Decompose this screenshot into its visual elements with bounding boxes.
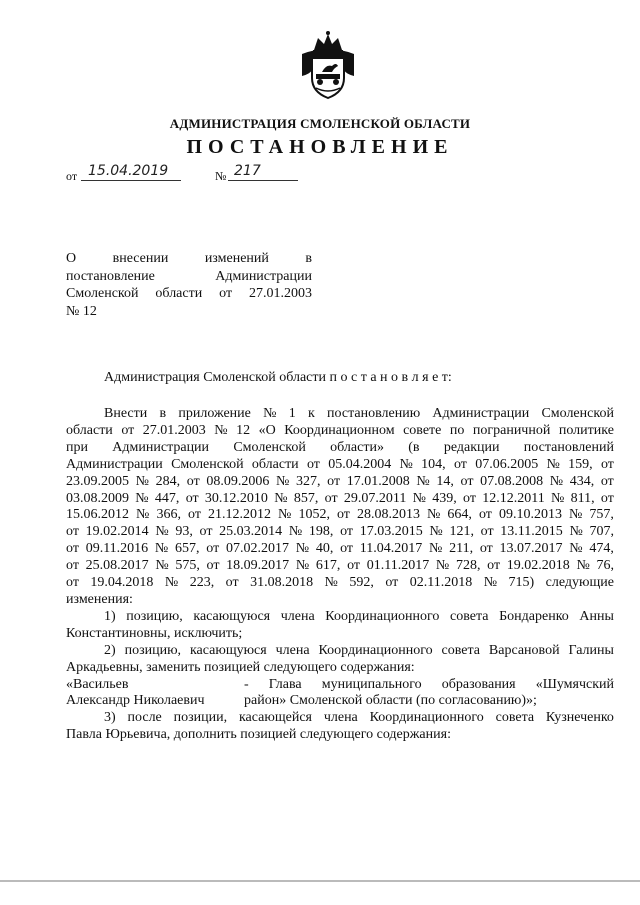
justified-line: 15.06.2012 № 366, от 21.12.2012 № 1052, от 28.08.2013 № 664, от 09.10.2013 № 757,: [66, 507, 614, 523]
item-2-line-1: 2) позицию, касающуюся члена Координационного совета Варсановой Галины: [104, 642, 614, 658]
position-role-line-1: - Глава муниципального образования «Шумячский: [244, 676, 614, 692]
justified-line: от 25.08.2017 № 575, от 18.09.2017 № 617, от 01.11.2017 № 728, от 19.02.2018 № 76,: [66, 558, 614, 574]
paragraph-main: [66, 406, 614, 592]
justified-line: от 09.11.2016 № 657, от 07.02.2017 № 40, от 11.04.2017 № 211, от 13.07.2017 № 474,: [66, 541, 614, 557]
justified-line: при Администрации Смоленской области» (в редакции постановлений: [66, 439, 614, 455]
item-3-line-1: 3) после позиции, касающейся члена Координационного совета Кузнеченко: [104, 710, 614, 726]
date-label: от: [66, 169, 78, 183]
subject-line: О внесении изменений в: [66, 251, 312, 266]
item-2-line-2: Аркадьевны, заменить позицией следующего содержания:: [66, 659, 415, 675]
position-role-line-2: район» Смоленской области (по согласованию)»;: [244, 693, 537, 709]
handwritten-date: 15.04.2019: [88, 163, 169, 179]
item-1-line-1: 1) позицию, касающуюся члена Координационного совета Бондаренко Анны: [104, 608, 614, 624]
organization-name: АДМИНИСТРАЦИЯ СМОЛЕНСКОЙ ОБЛАСТИ: [169, 116, 471, 131]
position-entry: [66, 693, 614, 710]
paragraph-main-last-line: изменения:: [66, 591, 133, 607]
document-subject: [66, 250, 312, 320]
position-name-line-1: «Васильев: [66, 676, 129, 692]
item-3-line-2: Павла Юрьевича, дополнить позицией следующего содержания:: [66, 727, 451, 743]
resolution-intro: Администрация Смоленской области п о с т а н о в л я е т:: [104, 370, 452, 385]
subject-line: постановление Администрации: [66, 268, 312, 284]
justified-line: 03.08.2009 № 447, от 30.12.2010 № 857, от 29.07.2011 № 439, от 12.12.2011 № 811, от: [66, 490, 614, 506]
subject-line: № 12: [66, 303, 97, 319]
item-1-line-2: Константиновны, исключить;: [66, 625, 243, 641]
justified-line: Администрации Смоленской области от 05.04.2004 № 104, от 07.06.2005 № 159, от: [66, 456, 614, 472]
handwritten-number: 217: [234, 163, 261, 179]
document-body: [66, 406, 614, 744]
page-bottom-edge: [0, 880, 640, 882]
justified-line: области от 27.01.2003 № 12 «О Координационном совете по пограничной политике: [66, 422, 614, 438]
justified-line: 23.09.2005 № 284, от 08.09.2006 № 327, от 17.01.2008 № 14, от 07.08.2008 № 434, от: [66, 473, 614, 489]
subject-line: Смоленской области от 27.01.2003: [66, 286, 312, 301]
justified-line: Внести в приложение № 1 к постановлению Администрации Смоленской: [104, 406, 614, 421]
position-name-line-2: Александр Николаевич: [66, 693, 205, 709]
position-entry: [66, 677, 614, 694]
justified-line: от 19.04.2018 № 223, от 31.08.2018 № 592, от 02.11.2018 № 715) следующие: [66, 575, 614, 591]
smolensk-coat-of-arms-icon: [296, 30, 360, 102]
document-type: ПОСТАНОВЛЕНИЕ: [186, 136, 454, 158]
justified-line: от 19.02.2014 № 93, от 25.03.2014 № 198, от 17.03.2015 № 121, от 13.11.2015 № 707,: [66, 524, 614, 540]
number-label: №: [215, 169, 227, 183]
